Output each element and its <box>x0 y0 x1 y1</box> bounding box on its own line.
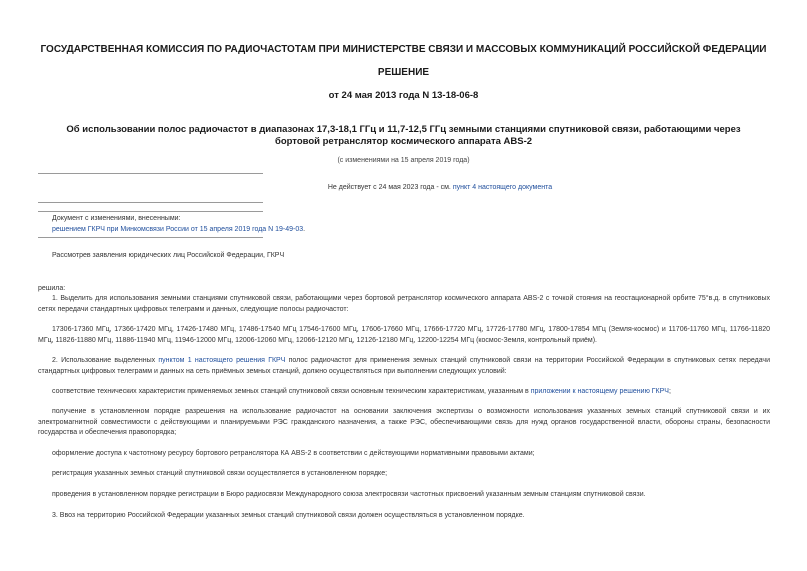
changes-link[interactable]: решением ГКРЧ при Минкомсвязи России от 15 апреля 2019 года N 19-49-03 <box>52 226 304 233</box>
condition-2: получение в установленном порядке разрешения на использование радиочастот на основании заключения экспертизы о возможности использования указанных земных станций спутниковой связи и их электромагнитной совместимости с действующими и планируемыми РЭС гражданского назначения, а также РЭС, обеспечивающими связь для нужд органов государственной власти, обороны страны, безопасности государства и обеспечения правопорядка; <box>38 408 770 436</box>
condition-5: проведения в установленном порядке регистрации в Бюро радиосвязи Международного союза электросвязи частотных присвоений указанным земным станциям спутниковой связи. <box>52 491 646 498</box>
paragraph-2-link[interactable]: пунктом 1 настоящего решения ГКРЧ <box>158 357 286 364</box>
paragraph-2-text-b: полос радиочастот для применения земных станций спутниковой связи на территории Российской Федерации в спутниковых сетях передачи стандартных цифровых телеграмм и данных на сеть приёмных земных станций, должно осуществляться при выполнении следующих условий: <box>38 357 770 375</box>
changes-entry <box>52 224 305 235</box>
document-date-number: от 24 мая 2013 года N 13-18-06-8 <box>328 90 479 101</box>
changes-block <box>52 213 305 235</box>
divider <box>38 202 263 203</box>
divider <box>38 211 263 212</box>
issuing-organization: ГОСУДАРСТВЕННАЯ КОМИССИЯ ПО РАДИОЧАСТОТАМ ПРИ МИНИСТЕРСТВЕ СВЯЗИ И МАССОВЫХ КОММУНИКАЦИЙ РОССИЙСКОЙ ФЕДЕРАЦИИ <box>40 44 767 55</box>
divider <box>38 173 263 174</box>
document-title: Об использовании полос радиочастот в диапазонах 17,3-18,1 ГГц и 11,7-12,5 ГГц земными станциями спутниковой связи, работающими через бортовой ретранслятор космического аппарата ABS-2 <box>66 124 741 147</box>
paragraph-2-text-a: 2. Использование выделенных <box>52 357 159 364</box>
changes-label: Документ с изменениями, внесенными: <box>52 215 181 222</box>
condition-1 <box>38 387 770 398</box>
status-notice <box>280 184 600 191</box>
condition-3: оформление доступа к частотному ресурсу бортового ретранслятора КА ABS-2 в соответствии с действующими нормативными правовыми актами; <box>52 450 535 457</box>
divider <box>38 237 263 238</box>
condition-4: регистрация указанных земных станций спутниковой связи осуществляется в установленном порядке; <box>52 470 388 477</box>
status-notice-text: Не действует с 24 мая 2023 года - см. <box>327 184 453 191</box>
changes-suffix: . <box>303 226 306 233</box>
document-subtitle: (с изменениями на 15 апреля 2019 года) <box>337 157 470 164</box>
frequency-bands: 17306-17360 МГц, 17366-17420 МГц, 17426-17480 МГц, 17486-17540 МГц 17546-17600 МГц, 17606-17660 МГц, 17666-17720 МГц, 17726-17780 МГц, 17800-17854 МГц (Земля-космос) и 11706-11760 МГц, 11766-11820 МГц, 11826-11880 МГц, 11886-11940 МГц, 11946-12000 МГц, 12006-12060 МГц, 12066-12120 МГц, 12126-12180 МГц, 12200-12254 МГц (космос-Земля, контрольный приём). <box>38 326 770 344</box>
document-type: РЕШЕНИЕ <box>377 67 430 78</box>
condition-1-text-a: соответствие технических характеристик применяемых земных станций спутниковой связи основным техническим характеристикам, указанным в <box>52 388 531 395</box>
paragraph-3: 3. Ввоз на территорию Российской Федерации указанных земных станций спутниковой связи должен осуществляться в установленном порядке. <box>52 512 525 519</box>
intro-paragraph: Рассмотрев заявления юридических лиц Российской Федерации, ГКРЧ <box>52 252 285 259</box>
paragraph-1: 1. Выделить для использования земными станциями спутниковой связи, работающими через бортовой ретранслятор космического аппарата ABS-2 с точкой стояния на геостационарной орбите 75°в.д. в спутниковых сетях передачи стандартных цифровых телеграмм и данных, следующие полосы радиочастот: <box>38 295 770 313</box>
notice-link[interactable]: пункт 4 настоящего документа <box>452 184 553 191</box>
resolved-label: решила: <box>38 285 66 292</box>
condition-1-text-b: ; <box>668 388 671 395</box>
appendix-link[interactable]: приложении к настоящему решению ГКРЧ <box>530 388 669 395</box>
paragraph-2 <box>38 356 770 377</box>
